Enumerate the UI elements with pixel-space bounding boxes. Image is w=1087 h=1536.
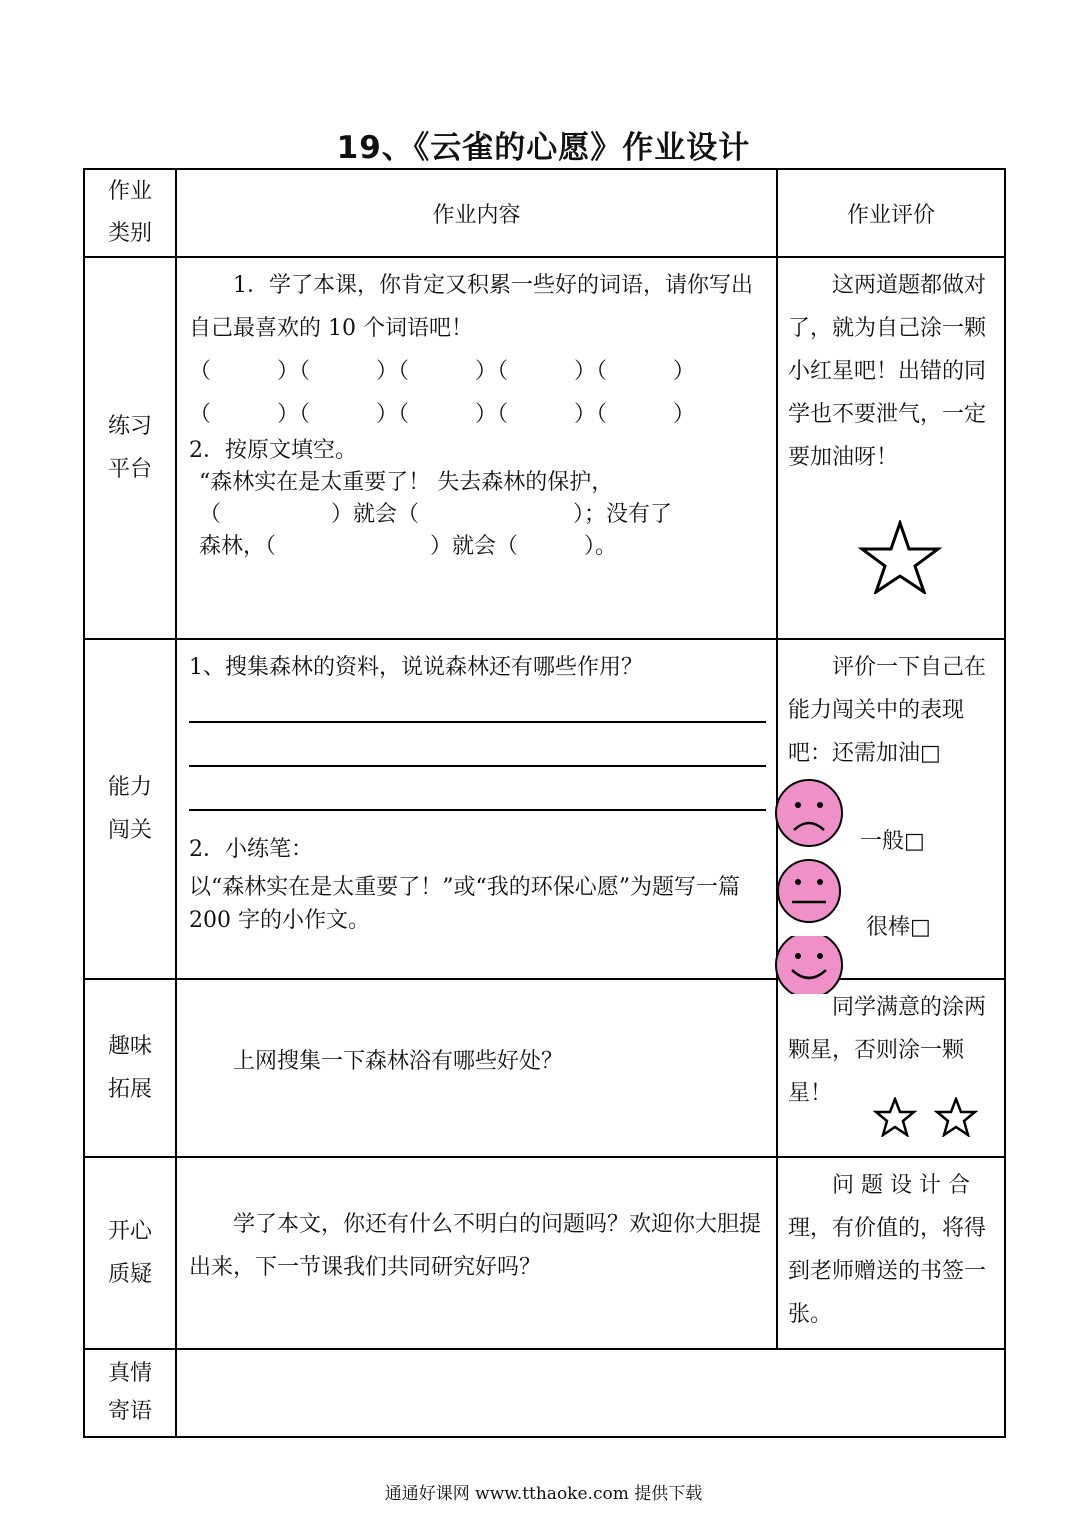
word-blanks-row1[interactable]: （ ）（ ）（ ）（ ）（ ） xyxy=(189,359,696,384)
ability-category-line2: 闯关 xyxy=(107,818,152,843)
answer-line-1[interactable] xyxy=(189,689,766,723)
question-category-line1: 开心 xyxy=(107,1219,152,1244)
row-fun xyxy=(84,979,1005,1157)
row-message xyxy=(84,1349,1005,1437)
header-category-text: 作业类别 xyxy=(107,179,152,246)
header-evaluation: 作业评价 xyxy=(777,169,1005,257)
neutral-face-icon xyxy=(774,858,844,924)
star-icon-2[interactable] xyxy=(934,1097,978,1137)
fun-content xyxy=(176,979,777,1157)
row-question xyxy=(84,1157,1005,1349)
question-content xyxy=(176,1157,777,1349)
row-ability xyxy=(84,639,1005,979)
option-great[interactable]: 很棒□ xyxy=(866,915,931,940)
question-category xyxy=(84,1157,176,1349)
message-category xyxy=(84,1349,176,1437)
ability-q2: 2．小练笔： xyxy=(189,837,313,862)
fun-category-line2: 拓展 xyxy=(107,1077,152,1102)
practice-q2-text2[interactable]: （ ）就会（ ）；没有了 xyxy=(199,502,673,527)
answer-line-2[interactable] xyxy=(189,723,766,767)
message-category-line2: 寄语 xyxy=(107,1399,152,1424)
practice-category-line2: 平台 xyxy=(107,457,152,482)
homework-table xyxy=(83,168,1006,1438)
ability-evaluation-text: 评价一下自己在能力闯关中的表现吧：还需加油□ xyxy=(788,655,987,766)
sad-face-icon xyxy=(774,778,844,848)
ability-category xyxy=(84,639,176,979)
ability-q2-text: 以“森林实在是太重要了！”或“我的环保心愿”为题写一篇 200 字的小作文。 xyxy=(189,875,740,933)
question-category-line2: 质疑 xyxy=(107,1262,152,1287)
answer-line-3[interactable] xyxy=(189,767,766,811)
header-row xyxy=(84,169,1005,257)
practice-category-line1: 练习 xyxy=(107,414,152,439)
question-evaluation xyxy=(777,1157,1005,1349)
word-blanks-row2[interactable]: （ ）（ ）（ ）（ ）（ ） xyxy=(189,402,696,427)
option-normal[interactable]: 一般□ xyxy=(860,829,925,854)
fun-evaluation xyxy=(777,979,1005,1157)
fun-evaluation-text: 同学满意的涂两颗星，否则涂一颗星！ xyxy=(788,995,987,1106)
ability-q1: 1、搜集森林的资料，说说森林还有哪些作用？ xyxy=(189,655,643,680)
practice-evaluation-text: 这两道题都做对了，就为自己涂一颗小红星吧！出错的同学也不要泄气，一定要加油呀！ xyxy=(788,273,987,470)
fun-content-text: 上网搜集一下森林浴有哪些好处？ xyxy=(233,1048,564,1074)
star-icon-1[interactable] xyxy=(873,1097,917,1137)
question-evaluation-text: 问 题 设 计 合理，有价值的，将得到老师赠送的书签一张。 xyxy=(788,1173,987,1327)
header-category xyxy=(84,169,176,257)
question-content-text: 学了本文，你还有什么不明白的问题吗？欢迎你大胆提出来，下一节课我们共同研究好吗？ xyxy=(189,1212,762,1280)
page-title: 19、《云雀的心愿》作业设计 xyxy=(336,130,751,166)
ability-category-line1: 能力 xyxy=(107,775,152,800)
practice-category xyxy=(84,257,176,639)
fun-category-line1: 趣味 xyxy=(107,1034,152,1059)
practice-content xyxy=(176,257,777,639)
fun-category xyxy=(84,979,176,1157)
footer-text: 通通好课网 www.tthaoke.com 提供下载 xyxy=(384,1484,703,1504)
ability-evaluation xyxy=(777,639,1005,979)
header-content: 作业内容 xyxy=(176,169,777,257)
row-practice xyxy=(84,257,1005,639)
practice-q2-text3[interactable]: 森林，（ ）就会（ ）。 xyxy=(199,534,618,559)
practice-evaluation xyxy=(777,257,1005,639)
ability-content xyxy=(176,639,777,979)
message-content[interactable] xyxy=(176,1349,1005,1437)
practice-q2-text1: “森林实在是太重要了！ 失去森林的保护， xyxy=(199,470,614,495)
two-stars xyxy=(873,1097,978,1152)
star-icon[interactable] xyxy=(858,520,942,594)
practice-q2: 2．按原文填空。 xyxy=(189,438,357,463)
practice-q1: 1．学了本课，你肯定又积累一些好的词语，请你写出自己最喜欢的 10 个词语吧！ xyxy=(189,273,753,341)
message-category-line1: 真情 xyxy=(107,1361,152,1386)
